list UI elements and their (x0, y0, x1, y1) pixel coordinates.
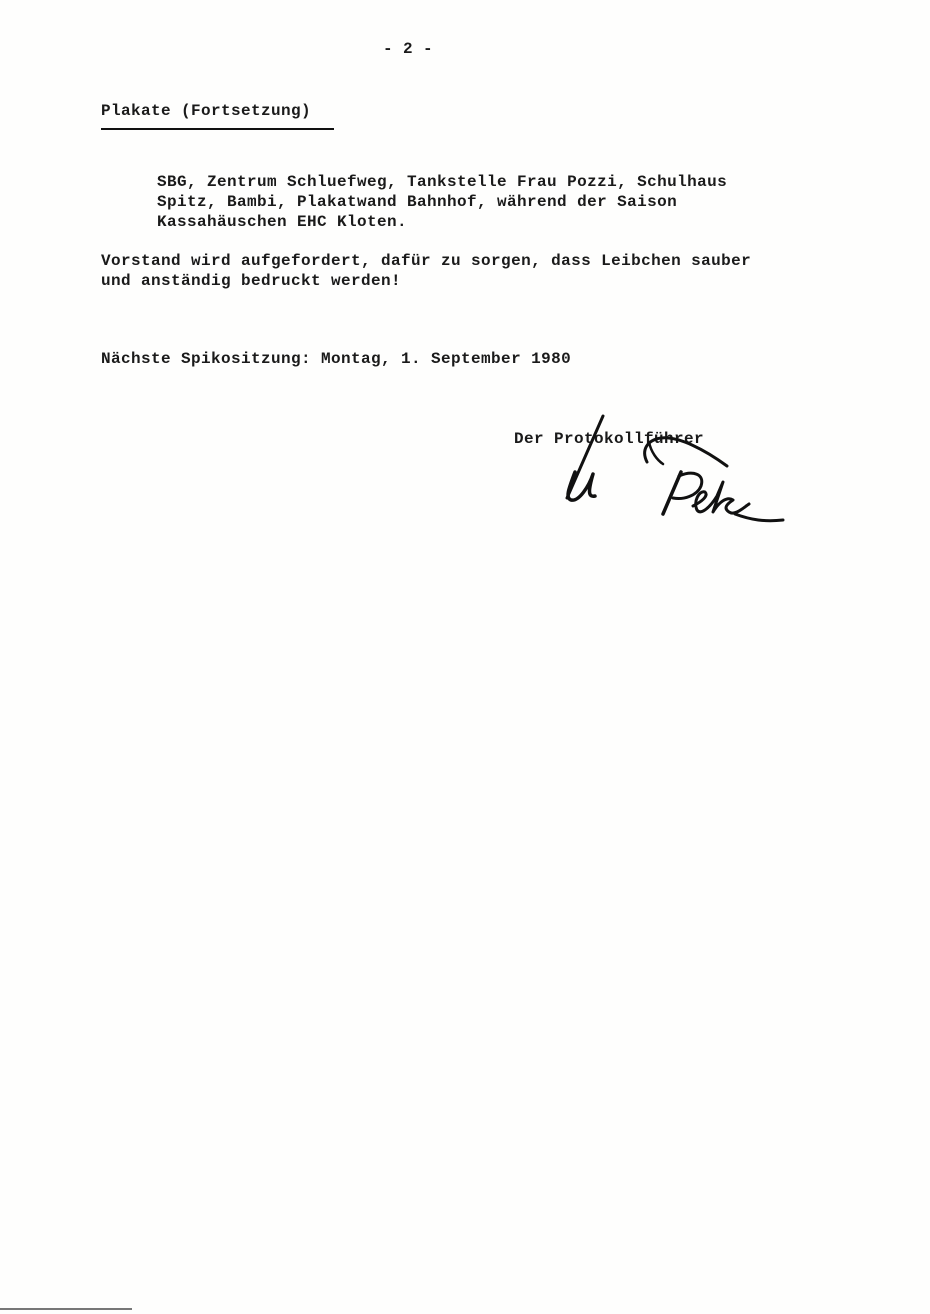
locations-line: Kassahäuschen EHC Kloten. (157, 213, 408, 231)
board-request-paragraph (101, 251, 751, 291)
board-request-line: und anständig bedruckt werden! (101, 272, 402, 290)
signature-caption: Der Protokollführer (514, 430, 705, 448)
page-number: - 2 - (383, 40, 434, 58)
locations-line: SBG, Zentrum Schluefweg, Tankstelle Frau Pozzi, Schulhaus (157, 173, 728, 191)
heading-underline (101, 128, 334, 130)
next-meeting-line: Nächste Spikositzung: Montag, 1. September 1980 (101, 350, 572, 368)
board-request-line: Vorstand wird aufgefordert, dafür zu sorgen, dass Leibchen sauber (101, 252, 752, 270)
locations-line: Spitz, Bambi, Plakatwand Bahnhof, während der Saison (157, 193, 678, 211)
handwritten-signature (555, 410, 790, 535)
locations-paragraph (157, 172, 727, 232)
scan-edge-line (0, 1308, 132, 1310)
section-heading: Plakate (Fortsetzung) (101, 102, 312, 120)
